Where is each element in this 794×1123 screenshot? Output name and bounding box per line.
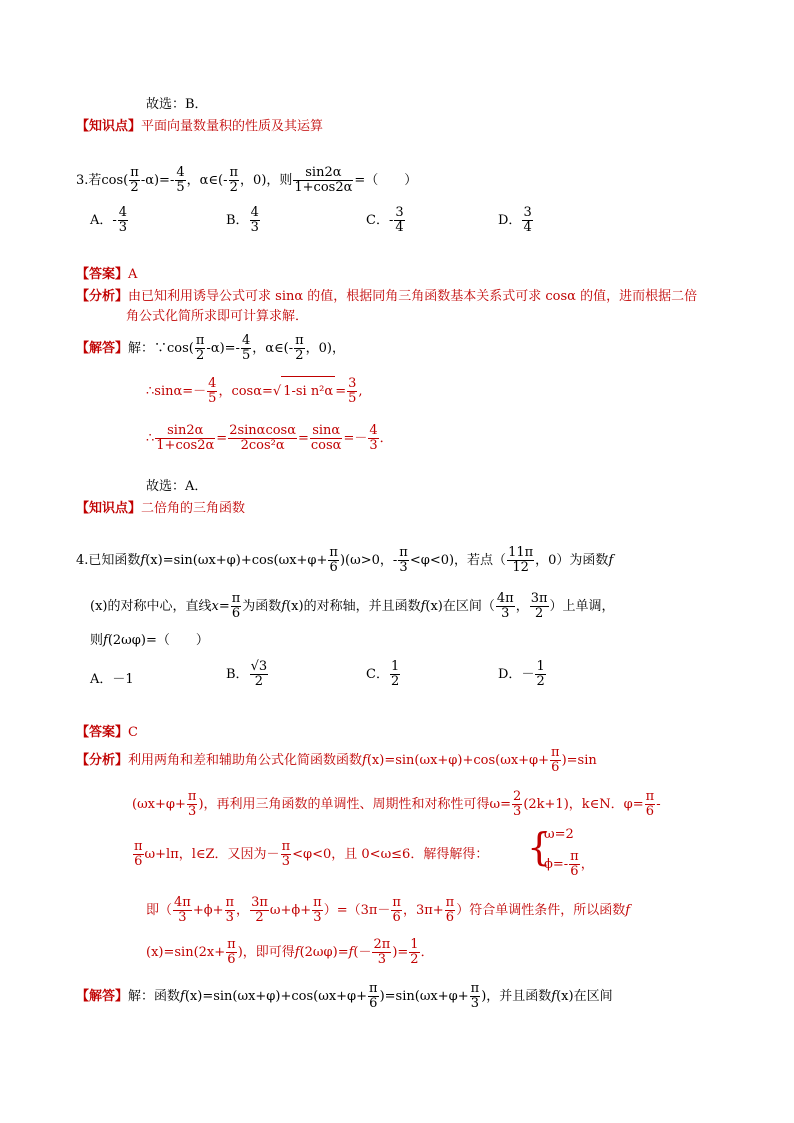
q4-analysis-line5: (x)=sin(2x+ $\frac{\pi}{6}$ )，即可得f(2ωφ)=f(－ $\frac{2\pi}{3}$ )= $\frac{1}{2}$ ．: [146, 937, 434, 967]
knowledge-point-1: 【知识点】平面向量数量积的性质及其运算: [76, 119, 324, 134]
q4-option-a: A．－1: [90, 672, 134, 687]
q3-solution-line1: 【解答】解：∵cos( $\frac{\pi}{2}$ -α)=- $\frac{4}{5}$ ，α∈(- $\frac{\pi}{2}$ ，0)，: [76, 333, 345, 363]
q3-solution-line3: ∴ $\frac{\sin 2\alpha}{1+\cos 2\alpha}$ = $\frac{2\sin\alpha\cos\alpha}{\text{2cos²α}}$ = $\frac{\sin\alpha}{\cos\alpha}$ =－ $\frac{4}{3}$ ．: [146, 423, 393, 453]
q3-option-d: D． $\frac{3}{4}$: [498, 205, 532, 235]
q3-solution-line2: ∴sinα=－ $\frac{4}{5}$ ，cosα=√ 1-si n²α = $\frac{3}{5}$ ,: [146, 376, 363, 406]
q3-option-c: C．- $\frac{3}{4}$: [366, 205, 404, 235]
q4-analysis-line4: 即（ $\frac{4\pi}{3}$ +ϕ+ $\frac{\pi}{3}$ ， $\frac{3\pi}{2}$ ω+ϕ+ $\frac{\pi}{3}$ ）=（3π－ $\frac{\pi}{6}$ ，3π+ $\frac{\pi}{6}$ ）符合单调性条件，所以函数f: [146, 895, 631, 925]
q4-stem-line3: 则f(2ωφ)=（ ）: [90, 633, 209, 648]
q4-option-d: D．－ $\frac{1}{2}$: [498, 659, 545, 689]
q3-analysis-line1: 【分析】由已知利用诱导公式可求 sinα 的值，根据同角三角函数基本关系式可求 cosα 的值，进而根据二倍: [76, 289, 698, 304]
system-eq1: ω=2: [544, 827, 574, 842]
q4-analysis-line1: 【分析】利用两角和差和辅助角公式化简函数函数f(x)=sin(ωx+φ)+cos(ωx+φ+ $\frac{\pi}{6}$ )=sin: [76, 745, 597, 775]
system-eq2: ϕ=- $\frac{\pi}{6}$ ，: [544, 849, 594, 879]
q4-answer: 【答案】C: [76, 725, 138, 740]
q4-option-b: B． $\frac{√3}{2}$: [226, 659, 268, 689]
q3-stem: 3.若cos( $\frac{\pi}{2}$ -α)=- $\frac{4}{5}$ ，α∈(- $\frac{\pi}{2}$ ，0)，则 $\frac{\sin 2\alpha}{1+\cos 2\alpha}$ =（ ）: [76, 165, 418, 195]
q4-analysis-line2: (ωx+φ+ $\frac{\pi}{3}$ )，再利用三角函数的单调性、周期性和对称性可得ω= $\frac{2}{3}$ (2k+1)，k∈N．φ= $\frac{\pi}{6}$ -: [132, 789, 661, 819]
q4-analysis-line3: $\frac{\pi}{6}$ ω+lπ，l∈Z．又因为－ $\frac{\pi}{3}$ <φ<0，且 0<ω≤6．解得解得：: [134, 839, 489, 869]
q4-option-c: C． $\frac{1}{2}$: [366, 659, 400, 689]
q4-stem-line2: (x)的对称中心，直线x= $\frac{\pi}{6}$ 为函数f(x)的对称轴，并且函数f(x)在区间（ $\frac{4\pi}{3}$ ， $\frac{3\pi}{2}$ ）上单调，: [90, 591, 615, 621]
q3-answer: 【答案】A: [76, 267, 138, 282]
answer-choice-b: 故选：B．: [146, 97, 208, 112]
system-brace: {: [527, 825, 552, 869]
q4-solution-line1: 【解答】解：函数f(x)=sin(ωx+φ)+cos(ωx+φ+ $\frac{\pi}{6}$ )=sin(ωx+φ+ $\frac{\pi}{3}$ )，并且函数f(x)在区间: [76, 981, 613, 1011]
q3-analysis-line2: 角公式化简所求即可计算求解．: [126, 309, 309, 324]
q4-stem-line1: 4.已知函数f(x)=sin(ωx+φ)+cos(ωx+φ+ $\frac{\pi}{6}$ )(ω>0，- $\frac{\pi}{3}$ <φ<0)，若点（ $\frac{11\pi}{12}$ ，0）为函数f: [76, 545, 614, 575]
q3-option-a: A．- $\frac{4}{3}$: [90, 205, 128, 235]
q3-option-b: B． $\frac{4}{3}$: [226, 205, 259, 235]
knowledge-point-2: 【知识点】二倍角的三角函数: [76, 501, 246, 516]
answer-choice-a: 故选：A．: [146, 479, 208, 494]
